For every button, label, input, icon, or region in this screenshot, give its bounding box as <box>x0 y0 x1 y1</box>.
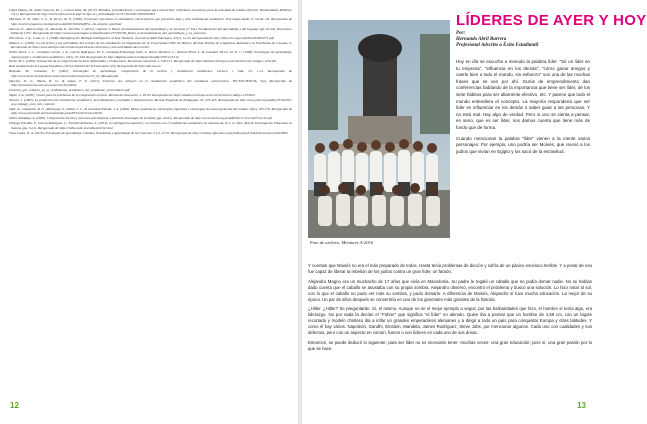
byline <box>456 31 592 49</box>
author-name: Hernando Abril Barrera <box>456 37 507 42</box>
reference-entry: McCollum, J. A., Conti, G. J. (2008). Identifying the Multiple Intelligences of Your Students. Journal of Adult Education, 37(1), 12-22. Recuperado de http://files.eric.ed.gov/fulltext/EJ891071.pdf <box>9 35 274 40</box>
body-paragraph: Y cuentan que Moisés no era el más preparado de todos. Hasta tenía problemas de dicción y sufría de un pánico escénico terrible. Y a pesar de eso fue capaz de liberar la rebelión de los judíos contra un gran líder, un faraón. <box>308 263 592 274</box>
intro-column <box>456 59 590 159</box>
page-number-right: 13 <box>577 401 586 410</box>
reference-entry: Real Academia de la Lengua Española. (2014). Edición del Tricentenario (23). Recuperado de http://dle.rae.es/ <box>9 64 161 69</box>
page-number-left: 12 <box>10 401 19 410</box>
group-photo-image <box>308 20 450 238</box>
intro-paragraph: Hoy en día se escucha a menudo la palabra líder. "Sé un líder en tu empresa", "influencia en los demás", "cómo ganar amigos y caerle bien a todo el mundo, sin esfuerzo" son una de las muchas frases que se ven por ahí. Gurús de emprendimiento dan conferencias hablando de la importancia que tiene ser líder, de los siete hábitos para ser altamente efectivo, etc. Y parece que todo el mundo entendiera el concepto. La mayoría respondería que ser líder es influenciar en los demás o saber guiar a las personas. Y no está mal. Hay algo de verdad. Pero si uno se sienta a pensar, en serio, que es ser líder, nos damos cuenta que tiene más de fondo que de forma. <box>456 59 590 130</box>
body-paragraph: Entonces, se puede deducir lo siguiente: para ser líder no es necesario tener -muchas veces- una gran educación; pero sí, una gran pasión por lo que se hace. <box>308 339 592 351</box>
photo-caption: Foto de archivo. Mentores A-2016 <box>310 240 374 245</box>
right-page <box>302 0 647 424</box>
left-page <box>0 0 298 424</box>
reference-entry: Rivaudo, M., González, E. (2002). Estrategias de aprendizaje, comprensión de la lectura y rendimiento académico. Lectura y vida, 23, 1-12. Recuperado de http://www.lecturayvida.fahce.unlp.edu.ar/numeros/a23n2/23_02_Rinaudo.pdf <box>9 69 292 78</box>
reference-entry: Factores_que_influyen_en_el_rendimiento_academico_del_estudiante_universitario.pdf <box>9 87 130 92</box>
reference-entry: Mónica, L. (2009). La estructura y las actividades del cerebro de los estudiantes no hispanistas de la Universidad UNIV de México. Revista Nebrija de Lingüística Aplicada a la Enseñanza de Lenguas, 6. Recuperado de http://www.nebrija.com/revista-linguistica/la-estructura-y-las-actividades-del-cerebro <box>9 40 292 50</box>
group-photo <box>308 20 450 238</box>
reference-entry: Marron, E., Adorno-Dufy, D., Miranda, E., Parrilla, J. (2012). Capítulo 2: Bases neuroanatómicas del aprendizaje y la memoria (1ª Ed.). Fundamentos del aprendizaje y del lenguaje (pp. 63-94). Barcelona: Editorial UOC. Recuperado de https://www.researchgate.net/publication/277205199_Bases_neuroanatomicas_del_aprendizaje_y_la_memoria <box>9 26 292 36</box>
reference-list <box>9 8 292 135</box>
byline-label: Por: <box>456 31 466 36</box>
intro-paragraph: Cuando mencionan la palabra "líder" vienen a la mente varios personajes. Por ejemplo, uno podría ser Moisés, que reunió a los judíos que vivían en Egipto y los sacó de la esclavitud. <box>456 135 590 154</box>
reference-entry: Verdugo Estrada, T., García Rodríguez, L., Portillo Peñuelas, S. (2014). La inteligencia espacial y su relación con el rendimiento académico en alumnos de 10 a 12 años. Red de Investigación Educativa en Sonora, (pp. 5-21). Recuperado de https://redie.uabc.mx/redie/article/view/ <box>9 121 292 130</box>
body-paragraph: ¿Hitler. ¿Hitler? Se preguntarán. Sí, el mismo. Aunque no se el mejor ejemplo a seguir, por las barbaridades que hizo, el hombre sí tenía algo, era liderazgo. No por nada la decían el "Führer" que significa "el líder" en alemán. Quien iba a pensar que un hombre de 1,59 cm, con un bigote recortado y modelo chistoso iba a inflar un grandes emperadores alemanes y a dirigir a todo un país para conquistar Europa y otras latitudes. Y como él hay varios: Napoleón, Gandhi, Einstein, Mandela, James Rodríguez, Steve Jobs, por mencionar algunos. Cada uno con cualidades y sus defectos, pero con un aspecto en común, fueron o son líderes en cada uno de sus áreas. <box>308 306 592 336</box>
reference-entry: Vivas López, N. A. (2010). Estrategias de aprendizaje. Cátedra, Enseñanza y Aprendizaje de las Ciencias, 3 (1), 27-37. Recuperado de http://revistas.ufps.edu.co/ojs/index.php/ICDA/article/view/2220/0850 <box>9 130 288 135</box>
reference-entry: Valle, A., Cabanach, R. G., Rodríguez, S., Núñez, J. C., & González-Pienda, J. A. (2006). Metas académicas, estrategias cognitivas y estrategias de autorregulación del estudio, 18(2), 165-170. Recuperado de http://www.unioviedo.net/reunido/index.php/PST/article/view/8418 <box>9 107 292 116</box>
article-title: LÍDERES DE AYER Y HOY <box>456 12 647 29</box>
reference-entry: López Mejías, M., Nuttz Gaserra, M., y Cuenca Díaz, M. (2015). Métodos, procedimientos y estrategias para memorizar: reflexiones necesarias para la actividad de estudio eficiente. Humanidades Médicas, 15(1). Recuperado de http://scielo.sld.cu/scielo.php?script=sci_arttext&pid=S1727-81202015000100004 <box>9 8 292 17</box>
reference-entry: Núñez Pérez, J. C., González García, J. A., García Rodríguez, M. S., González-Pumariega Solís, S., Roces Montero, C., Álvarez Pérez, L. & González Torres, M. D. C. (1998). Estrategias de aprendizaje, autoconcepto y rendimiento académico. 10(1), 97-109. Recuperado de http://digibuo.uniovi.es/dspace/handle/10651/25144 <box>9 50 292 59</box>
reference-entry: Tourón, J. (1985). La predicción del rendimiento académico: procedimientos, resultados e implicaciones. Revista Española de Pedagogía, 43, 473-495. Recuperado de http://www.jstor.org/stable/23764393?seq=1#page_scan_tab_contents <box>9 97 292 107</box>
body-paragraph: Alejandro Magno era un muchacho de 17 años que vivía en Macedonia. Su padre le regaló un caballo que no podía domar nadie. No se habían dado cuenta que el caballo se asustaba con su propia sombra. Alejandro observó, encontró el problema y buscó una solución. Lo hizo mirar al sol, con lo que el caballo no pudo ver más su sombra, y pudo domarlo. A diferencia de Moisés, Alejandro sí tuvo mucha educación. La mejor de su época. Un par de años después se convertiría en uno de los generales más grandes de la historia. <box>308 278 592 302</box>
author-role: Profesional Adscrito a Éxito Estudiantil <box>456 43 539 48</box>
reference-entry: Pérez, M. J. (2000). Evaluación de la comprensión lectora: dificultades y limitaciones. Revista de educación 1, 128-151. Recuperado de https://dialnet.unirioja.es/servlet/articulo?codigo=1232492 <box>9 59 277 64</box>
article-body <box>308 263 592 352</box>
reference-entry: Tapia, J. A. (2005). Claves para la enseñanza de la comprensión lectora. Revista de educación, 1, 63-93. Recuperado de https://dialnet.unirioja.es/servlet/articulo?codigo=1233624 <box>9 92 255 97</box>
reference-entry: Martínez, E. B., Nath, S. L., & Torres, M. N. (2006). Funciones ejecutivas en estudiantes universitarios que presentan bajo y alto rendimiento académico. Psicología desde el Caribe, 18. Recuperado de http://search.proquest.com/openview/4ab90e7d20e9ef0f5e...3a-origsite=gscholar <box>9 17 292 26</box>
reference-entry: Vallés Arándiga, A. (2005). Comprensión lectora y procesos psicológicos. Liberabit. Psicología de la Salud, (pp. 49-61). Recuperado de http://www.scielo.org.pe/pdf/liber/v11n11/a07v11n11.pdf <box>9 116 272 121</box>
article-top <box>308 53 592 261</box>
reference-entry: Sánchez, D. G., Marín, B. O., & López, F. E. (2011). Factores que influyen en el rendimiento académico del estudiante universitario. TECNOCIENCIA, 5(2). Recuperado de http://tecnociencia.uach.mx/numeros/v5n2/data/ <box>9 78 292 87</box>
